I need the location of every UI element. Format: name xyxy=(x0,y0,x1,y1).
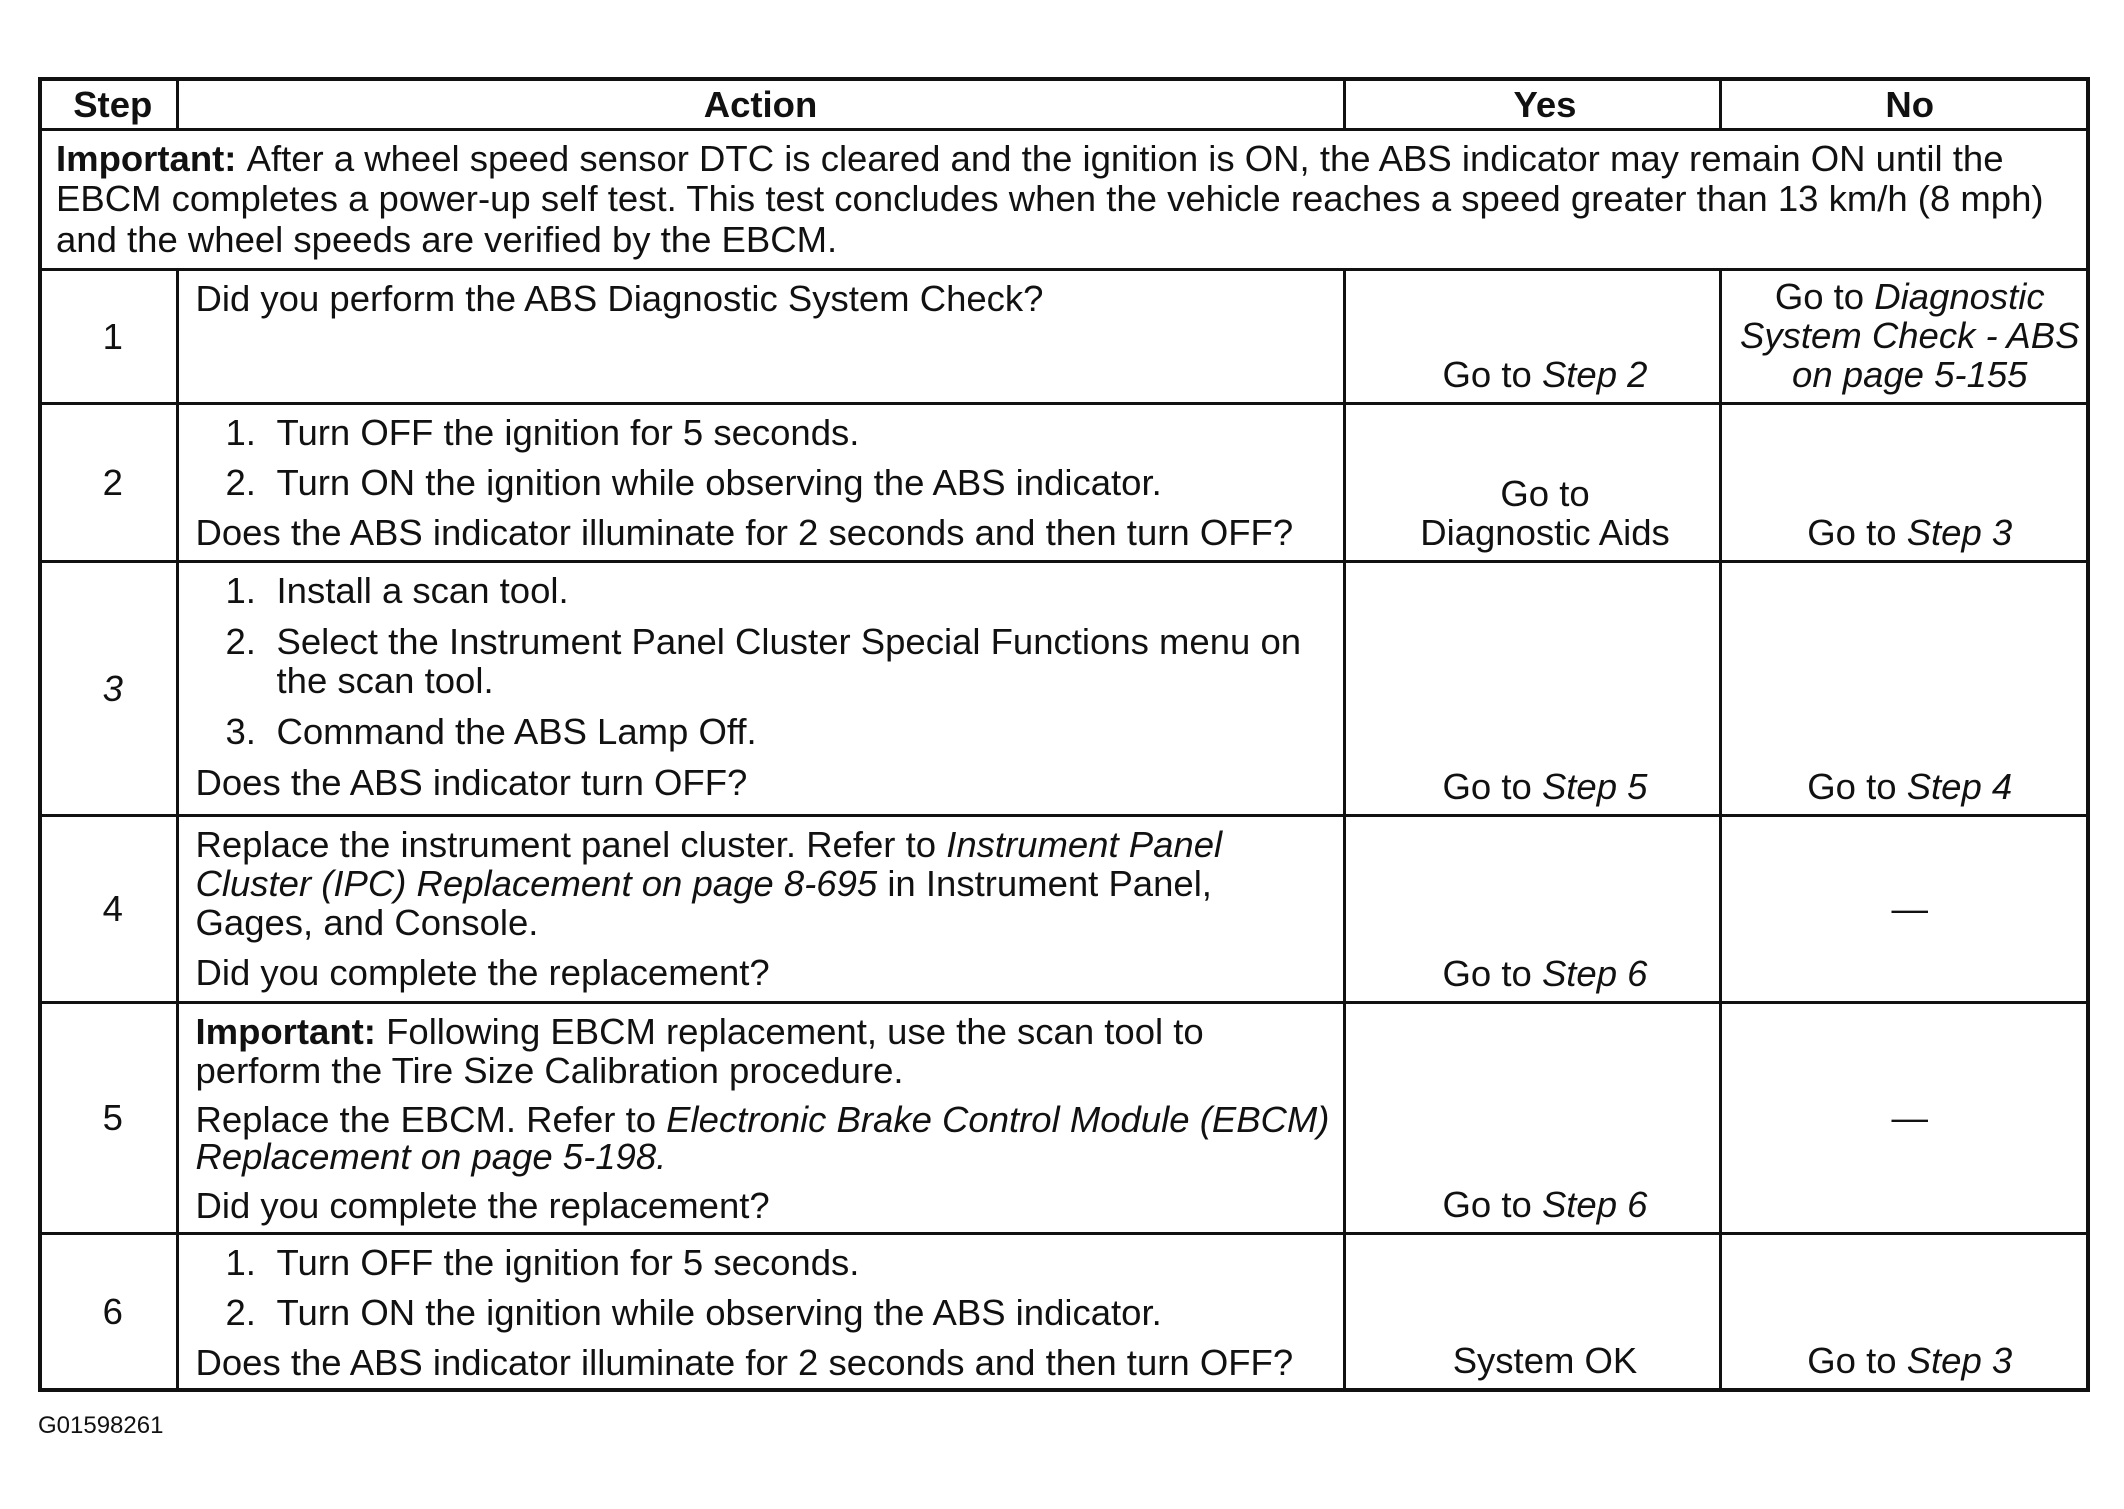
important-note-line: perform the Tire Size Calibration procedure. xyxy=(195,1049,904,1091)
step-number: 2 xyxy=(40,403,177,561)
go-to-text: Go to xyxy=(1442,353,1532,395)
diagnostic-table xyxy=(38,77,2090,1392)
step-reference: Step 3 xyxy=(1906,511,2013,553)
important-label: Important: xyxy=(195,1010,376,1052)
instruction-line xyxy=(195,1098,1339,1140)
procedure-reference: on page 5-155 xyxy=(1792,353,2028,395)
table-row-step-5 xyxy=(40,1002,2088,1233)
procedure-step-text: Install a scan tool. xyxy=(276,569,569,611)
step-reference: Step 5 xyxy=(1541,765,1648,807)
yes-result xyxy=(1372,1185,1719,1224)
action-cell xyxy=(177,403,1344,561)
table-row-step-4 xyxy=(40,815,2088,1002)
yes-cell xyxy=(1344,1002,1720,1233)
no-cell xyxy=(1720,403,2088,561)
important-text: Following EBCM replacement, use the scan tool to xyxy=(386,1010,1204,1052)
step-number: 4 xyxy=(40,815,177,1002)
procedure-step-text: Turn OFF the ignition for 5 seconds. xyxy=(276,411,860,453)
go-to-text: Go to xyxy=(1807,1340,1897,1381)
yes-result xyxy=(1372,954,1719,993)
procedure-step-number: 2. xyxy=(225,1291,256,1333)
instruction-line xyxy=(196,864,1339,903)
table-row-step-2 xyxy=(40,403,2088,561)
step-reference: Step 6 xyxy=(1541,1183,1648,1225)
instruction-text: Replace the instrument panel cluster. Refer to xyxy=(195,823,937,865)
yes-result-line: Diagnostic Aids xyxy=(1420,511,1670,553)
procedure-reference: Electronic Brake Control Module (EBCM) xyxy=(666,1098,1330,1140)
no-result xyxy=(1734,513,2087,552)
procedure-step xyxy=(196,463,1339,502)
go-to-text: Go to xyxy=(1807,765,1897,807)
yes-cell xyxy=(1344,1233,1720,1390)
procedure-step-number: 1. xyxy=(225,411,256,453)
no-result xyxy=(1734,767,2087,806)
important-note-line: and the wheel speeds are verified by the EBCM. xyxy=(56,218,838,260)
procedure-step-number: 2. xyxy=(225,620,256,662)
procedure-step-text xyxy=(277,622,1302,700)
question-text: Does the ABS indicator turn OFF? xyxy=(195,761,748,803)
action-cell xyxy=(177,561,1344,815)
instruction-line xyxy=(195,1135,1339,1177)
important-note-row xyxy=(40,129,2088,269)
no-result-line xyxy=(1734,355,2087,394)
procedure-step-text: Command the ABS Lamp Off. xyxy=(276,710,757,752)
step-number: 3 xyxy=(40,561,177,815)
yes-cell xyxy=(1344,403,1720,561)
important-note-line: EBCM completes a power-up self test. This test concludes when the vehicle reaches a speed greater than 13 km/h (8 mph) xyxy=(56,178,2044,219)
step-reference: Step 4 xyxy=(1906,765,2013,807)
table-row-step-3 xyxy=(40,561,2088,815)
question-text: Does the ABS indicator illuminate for 2 seconds and then turn OFF? xyxy=(195,1341,1294,1383)
question-text: Did you complete the replacement? xyxy=(195,951,770,993)
header-step: Step xyxy=(40,79,177,129)
procedure-step xyxy=(196,1293,1339,1332)
go-to-text: Go to xyxy=(1442,1183,1532,1225)
instruction-text: Replace the EBCM. Refer to xyxy=(195,1098,657,1140)
action-cell xyxy=(177,1002,1344,1233)
procedure-step-number: 3. xyxy=(225,710,256,752)
procedure-step xyxy=(196,413,1339,452)
procedure-step-number: 1. xyxy=(225,569,256,611)
yes-result-line: Go to xyxy=(1500,472,1590,514)
procedure-step-text: Turn OFF the ignition for 5 seconds. xyxy=(276,1241,860,1283)
important-note xyxy=(40,129,2088,269)
instruction-line xyxy=(196,825,1339,864)
yes-cell xyxy=(1344,561,1720,815)
no-cell xyxy=(1720,269,2088,403)
procedure-step xyxy=(196,571,1339,610)
procedure-step xyxy=(196,712,1339,751)
instruction-line: Gages, and Console. xyxy=(195,901,539,943)
step-number: 5 xyxy=(40,1002,177,1233)
question-text: Does the ABS indicator illuminate for 2 seconds and then turn OFF? xyxy=(195,511,1294,553)
header-no: No xyxy=(1720,79,2088,129)
go-to-text: Go to xyxy=(1442,765,1532,807)
instruction-text: in Instrument Panel, xyxy=(887,862,1212,904)
go-to-text: Go to xyxy=(1807,511,1897,553)
yes-result xyxy=(1372,355,1719,394)
procedure-step-number: 1. xyxy=(225,1241,256,1283)
procedure-step-text: Turn ON the ignition while observing the ABS indicator. xyxy=(276,461,1162,503)
yes-result: System OK xyxy=(1452,1340,1638,1381)
procedure-reference: Instrument Panel xyxy=(946,823,1223,865)
yes-result xyxy=(1372,767,1719,806)
action-cell xyxy=(177,1233,1344,1390)
no-cell xyxy=(1720,561,2088,815)
no-cell xyxy=(1720,1233,2088,1390)
action-cell xyxy=(177,815,1344,1002)
no-result-line xyxy=(1734,316,2087,355)
important-label: Important: xyxy=(56,137,237,179)
step-reference: Step 2 xyxy=(1541,353,1648,395)
procedure-step-text: Turn ON the ignition while observing the ABS indicator. xyxy=(276,1291,1162,1333)
go-to-text: Go to xyxy=(1774,275,1865,317)
no-cell xyxy=(1720,1002,2088,1233)
procedure-reference: System Check - ABS xyxy=(1740,314,2080,356)
table-row-step-1 xyxy=(40,269,2088,403)
figure-id: G01598261 xyxy=(38,1412,164,1439)
yes-cell xyxy=(1344,269,1720,403)
action-cell xyxy=(177,269,1344,403)
step-number: 6 xyxy=(40,1233,177,1390)
not-applicable-dash: — xyxy=(1891,1097,1928,1138)
procedure-reference: Replacement on page 5-198. xyxy=(195,1135,667,1177)
step-reference: Step 6 xyxy=(1541,952,1648,994)
header-row xyxy=(40,79,2088,129)
procedure-step xyxy=(196,1243,1339,1282)
step-reference: Step 3 xyxy=(1906,1340,2013,1381)
important-note-line xyxy=(56,139,2078,180)
important-text: After a wheel speed sensor DTC is cleared and the ignition is ON, the ABS indicator may remain ON until the xyxy=(246,137,2004,179)
yes-cell xyxy=(1344,815,1720,1002)
header-yes: Yes xyxy=(1344,79,1720,129)
not-applicable-dash: — xyxy=(1891,888,1928,929)
procedure-step-number: 2. xyxy=(225,461,256,503)
no-cell xyxy=(1720,815,2088,1002)
important-note-line xyxy=(196,1012,1339,1051)
procedure-reference: Cluster (IPC) Replacement on page 8-695 xyxy=(195,862,878,904)
procedure-step xyxy=(196,622,1339,700)
procedure-reference: Diagnostic xyxy=(1874,275,2045,317)
step-number: 1 xyxy=(40,269,177,403)
no-result xyxy=(1734,1341,2087,1380)
procedure-step-line: the scan tool. xyxy=(276,659,494,701)
question-text: Did you perform the ABS Diagnostic System Check? xyxy=(195,277,1044,319)
table-row-step-6 xyxy=(40,1233,2088,1390)
question-text: Did you complete the replacement? xyxy=(195,1184,770,1226)
go-to-text: Go to xyxy=(1442,952,1532,994)
header-action: Action xyxy=(177,79,1344,129)
no-result-line xyxy=(1734,277,2087,316)
procedure-step-line: Select the Instrument Panel Cluster Special Functions menu on xyxy=(276,620,1302,662)
